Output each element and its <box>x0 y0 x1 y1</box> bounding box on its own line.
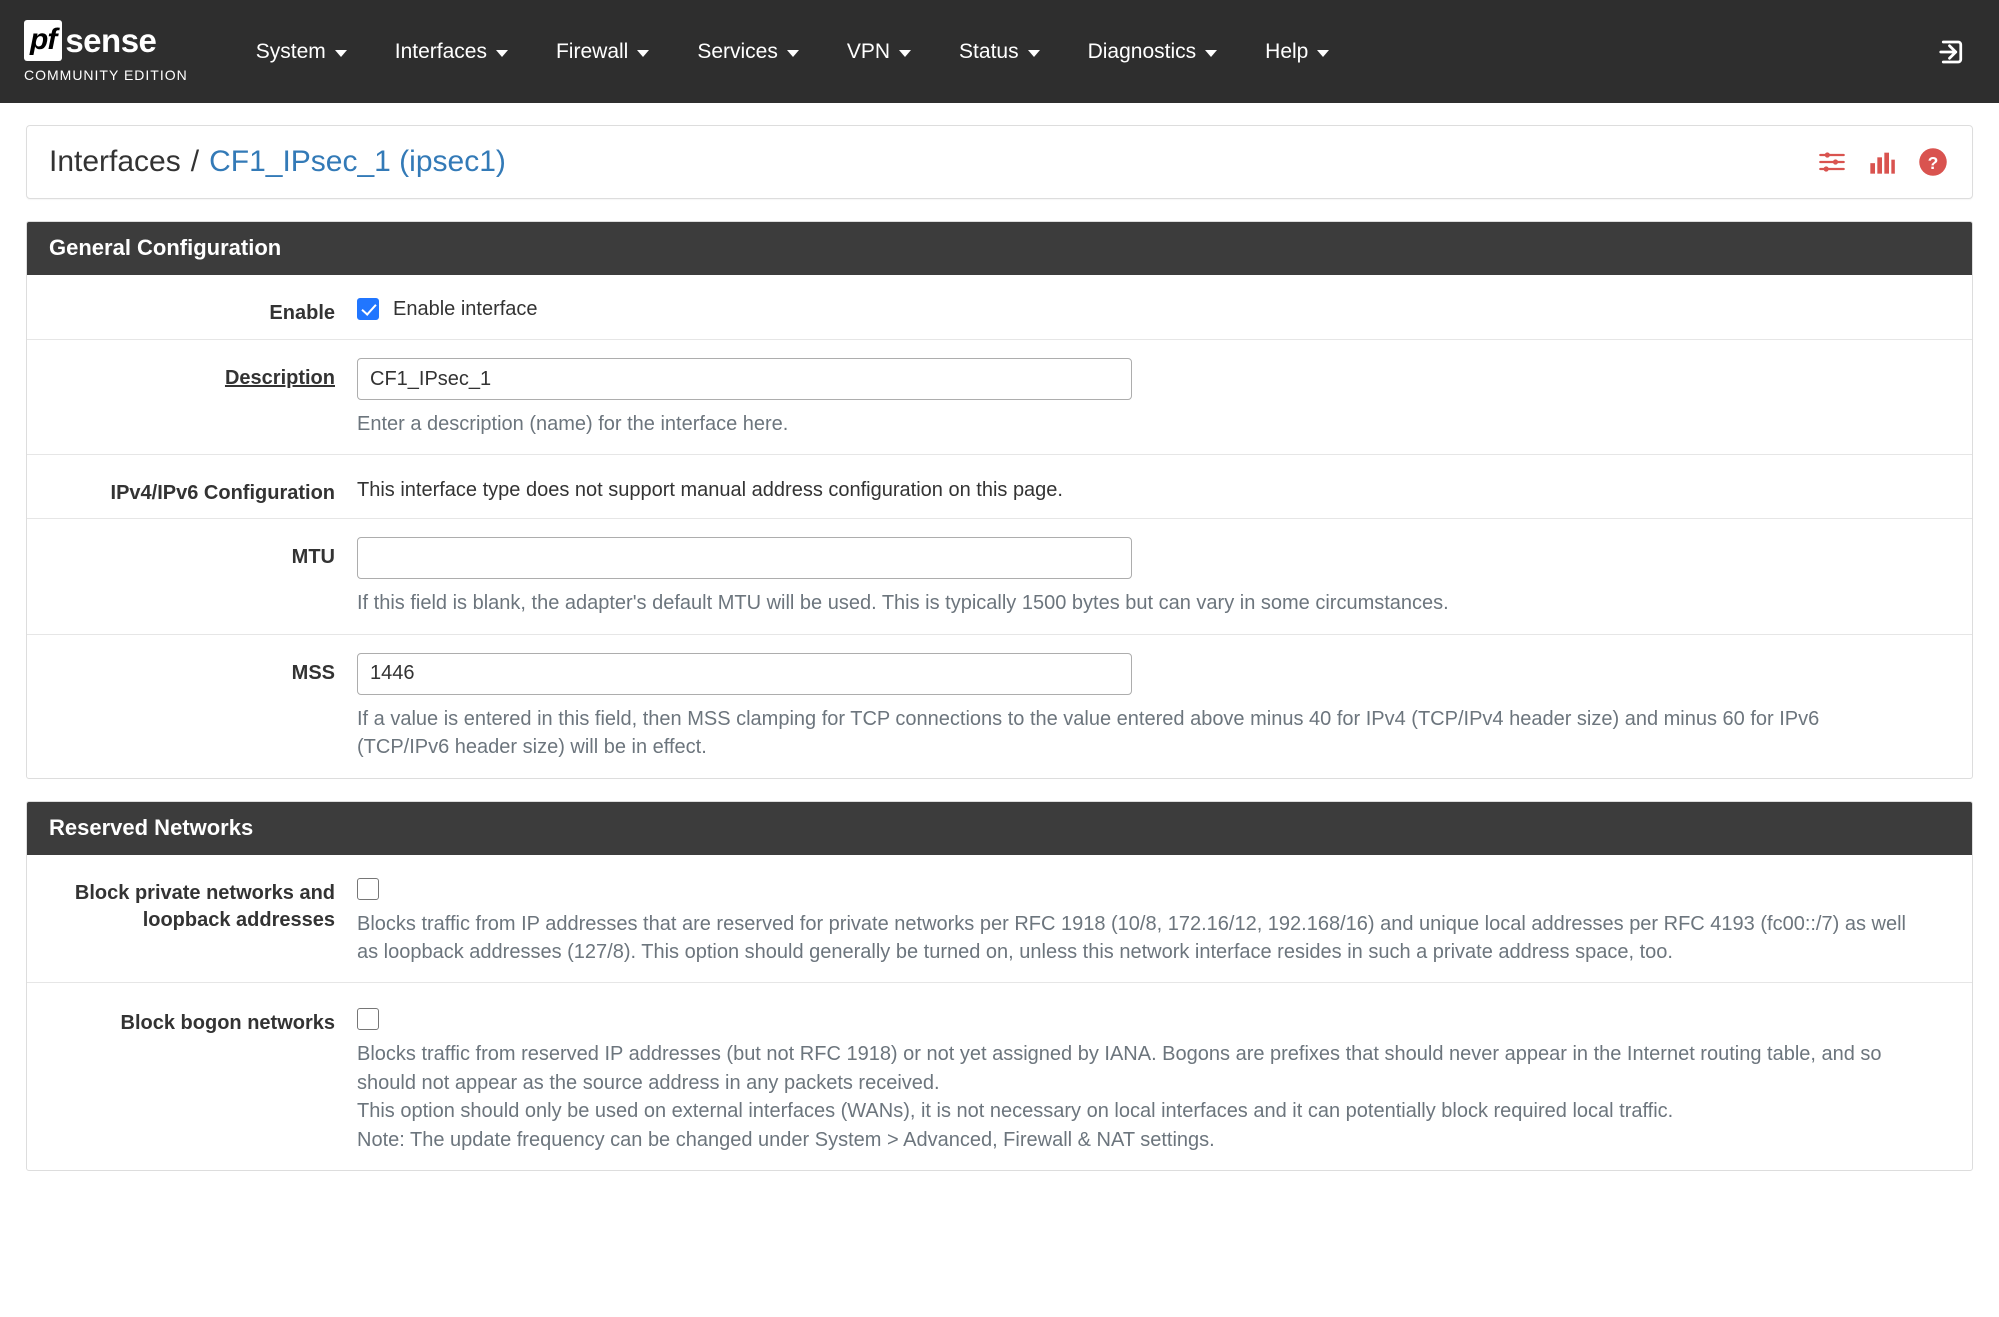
enable-label: Enable <box>269 302 335 324</box>
mss-label: MSS <box>291 661 335 684</box>
brand-sense-text: sense <box>65 22 157 59</box>
block-private-networks-help: Blocks traffic from IP addresses that are reserved for private networks per RFC 1918 (10/8, 172.16/12, 192.168/16) and unique local addresses per RFC 4193 (fc00::/7) as well as loopback addresses (127/8). This option should generally be turned on, unless this network interface resides in such a private address space, too. <box>357 912 1906 963</box>
chevron-down-icon <box>899 50 911 57</box>
nav-item-interfaces[interactable] <box>371 0 532 103</box>
nav-item-vpn-label: VPN <box>846 39 891 63</box>
row-mss <box>27 635 1972 778</box>
nav-item-vpn[interactable] <box>823 0 935 103</box>
general-configuration-heading: General Configuration <box>27 222 1972 275</box>
navbar-right <box>1937 37 1977 67</box>
chevron-down-icon <box>787 50 799 57</box>
description-label[interactable]: Description <box>224 367 335 389</box>
row-block-private-networks <box>27 855 1972 984</box>
nav-menu <box>232 0 1354 103</box>
block-bogon-networks-label: Block bogon networks <box>120 1012 335 1035</box>
block-bogon-networks-body <box>357 1003 1972 1170</box>
block-private-networks-body <box>357 873 1972 983</box>
svg-text:?: ? <box>1927 152 1939 173</box>
breadcrumb-current[interactable]: CF1_IPsec_1 (ipsec1) <box>209 145 506 178</box>
pfsense-logo[interactable] <box>24 20 188 83</box>
enable-checkbox-wrap[interactable] <box>357 293 1950 323</box>
logout-icon[interactable] <box>1937 37 1967 67</box>
brand-logo-row <box>24 20 188 61</box>
chevron-down-icon <box>1317 50 1329 57</box>
chevron-down-icon <box>1205 50 1217 57</box>
nav-item-firewall-label: Firewall <box>555 39 629 63</box>
brand-pf-mark: pf <box>24 20 62 61</box>
brand-subtitle: COMMUNITY EDITION <box>24 67 188 83</box>
block-bogon-networks-help-1: Blocks traffic from reserved IP addresses (but not RFC 1918) or not yet assigned by IANA. Bogons are prefixes that should never appear in the Internet routing table, and so should not appear as the source address in any packets received. <box>357 1043 1882 1094</box>
header-icon-group <box>1818 147 1948 177</box>
block-bogon-networks-help-2: This option should only be used on external interfaces (WANs), it is not necessary on local interfaces and it can potentially block required local traffic. <box>357 1100 1674 1123</box>
chevron-down-icon <box>496 50 508 57</box>
nav-item-services[interactable] <box>673 0 823 103</box>
chevron-down-icon <box>637 50 649 57</box>
breadcrumb-separator: / <box>190 145 200 178</box>
block-bogon-networks-checkbox-wrap[interactable] <box>357 1003 1950 1030</box>
enable-body <box>357 293 1972 339</box>
description-input[interactable] <box>357 358 1132 400</box>
nav-item-diagnostics[interactable] <box>1064 0 1242 103</box>
block-private-networks-checkbox[interactable] <box>357 878 379 900</box>
block-private-networks-checkbox-wrap[interactable] <box>357 873 1950 900</box>
nav-item-diagnostics-label: Diagnostics <box>1087 39 1197 63</box>
nav-item-status[interactable] <box>935 0 1064 103</box>
mss-input[interactable] <box>357 653 1132 695</box>
block-bogon-networks-checkbox[interactable] <box>357 1008 379 1030</box>
mtu-body <box>357 537 1972 633</box>
enable-interface-checkbox-label: Enable interface <box>393 298 538 320</box>
chevron-down-icon <box>1028 50 1040 57</box>
nav-item-help-label: Help <box>1265 39 1309 63</box>
nav-item-system-label: System <box>255 39 326 63</box>
mtu-label: MTU <box>291 546 335 569</box>
nav-item-status-label: Status <box>959 39 1019 63</box>
block-private-networks-label: Block private networks and loopback addresses <box>74 881 335 931</box>
ip-configuration-label: IPv4/IPv6 Configuration <box>110 482 335 505</box>
nav-item-help[interactable] <box>1241 0 1353 103</box>
reserved-networks-heading: Reserved Networks <box>27 802 1972 855</box>
row-description <box>27 340 1972 455</box>
nav-item-services-label: Services <box>697 39 778 63</box>
mss-help: If a value is entered in this field, then MSS clamping for TCP connections to the value entered above minus 40 for IPv4 (TCP/IPv4 header size) and minus 60 for IPv6 (TCP/IPv6 header size) will be in effect. <box>357 707 1820 759</box>
enable-interface-checkbox[interactable] <box>357 298 379 320</box>
general-configuration-panel <box>26 221 1973 779</box>
row-block-bogon-networks <box>27 983 1972 1170</box>
block-bogon-networks-help-3: Note: The update frequency can be changed under System > Advanced, Firewall & NAT settings. <box>357 1128 1215 1151</box>
top-navbar <box>0 0 1999 103</box>
chevron-down-icon <box>335 50 347 57</box>
description-body <box>357 358 1972 454</box>
reserved-networks-panel <box>26 801 1973 1171</box>
ip-configuration-body <box>357 473 1972 518</box>
chart-icon[interactable] <box>1868 148 1896 176</box>
sliders-icon[interactable] <box>1818 148 1846 176</box>
nav-item-firewall[interactable] <box>532 0 673 103</box>
row-enable <box>27 275 1972 340</box>
row-ip-configuration <box>27 455 1972 519</box>
ip-configuration-text: This interface type does not support manual address configuration on this page. <box>357 479 1063 502</box>
help-icon[interactable] <box>1918 147 1948 177</box>
description-help: Enter a description (name) for the interface here. <box>357 413 789 435</box>
mtu-help: If this field is blank, the adapter's default MTU will be used. This is typically 1500 bytes but can vary in some circumstances. <box>357 592 1449 615</box>
mtu-input[interactable] <box>357 537 1132 579</box>
nav-item-system[interactable] <box>232 0 371 103</box>
mss-body <box>357 653 1972 778</box>
row-mtu <box>27 519 1972 634</box>
breadcrumb <box>26 125 1973 199</box>
nav-item-interfaces-label: Interfaces <box>394 39 487 63</box>
breadcrumb-root: Interfaces <box>49 145 181 178</box>
